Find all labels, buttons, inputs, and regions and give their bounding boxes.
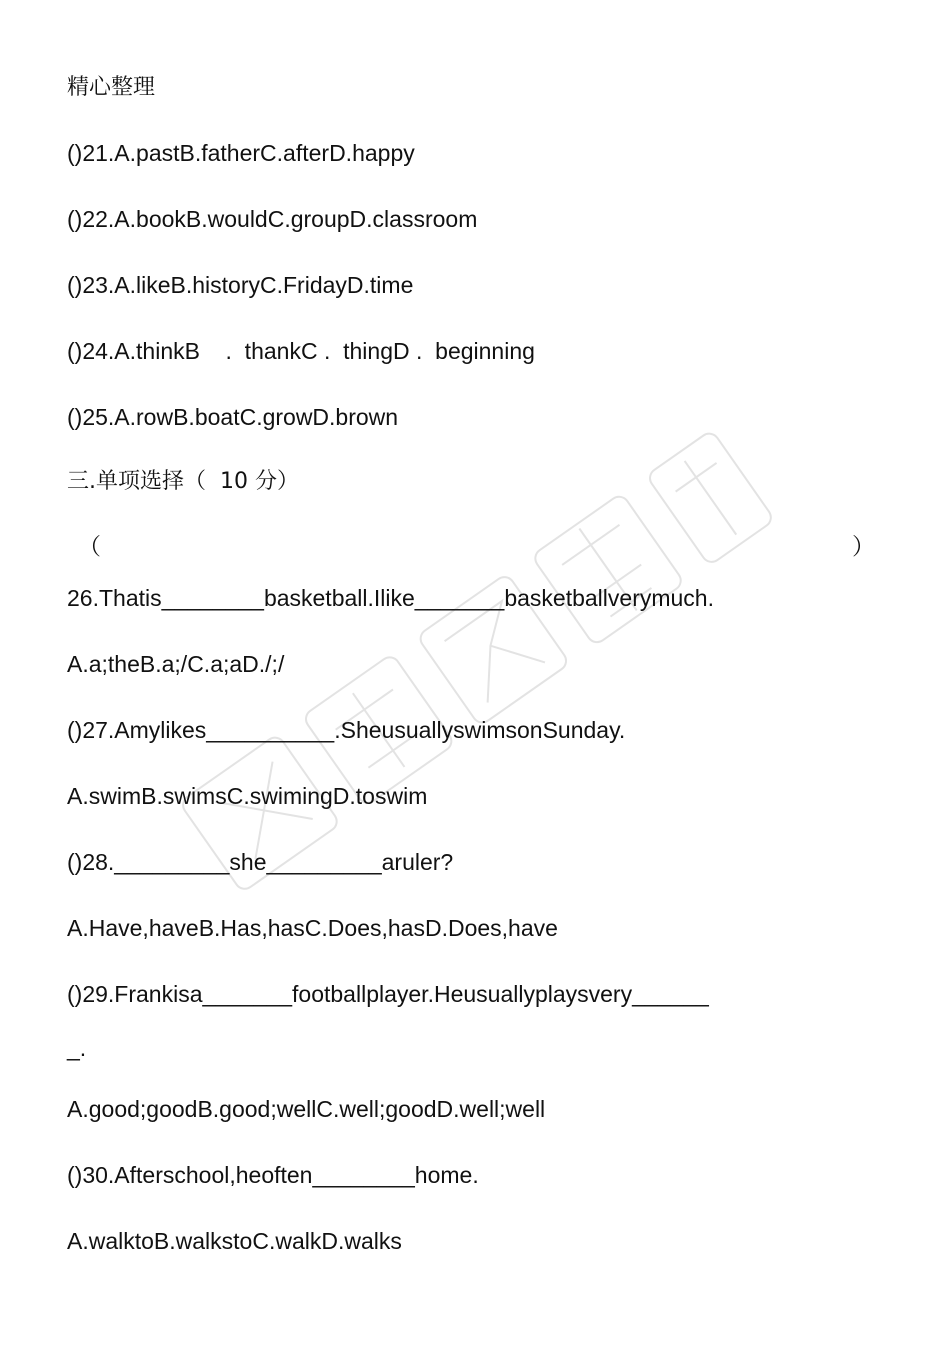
question-line: ()23.A.likeB.historyC.FridayD.time: [67, 272, 414, 298]
answer-options: A.a;theB.a;/C.a;aD./;/: [67, 651, 285, 677]
right-parenthesis: ）: [852, 533, 875, 559]
question-line: ()24.A.thinkB . thankC . thingD . beginning: [67, 338, 535, 364]
page-header: 精心整理: [67, 75, 156, 100]
question-line-continuation: _.: [67, 1035, 87, 1061]
answer-options: A.Have,haveB.Has,hasC.Does,hasD.Does,have: [67, 915, 558, 941]
left-parenthesis: （: [78, 533, 101, 559]
question-line: ()22.A.bookB.wouldC.groupD.classroom: [67, 206, 478, 232]
question-line: ()28._________she_________aruler?: [67, 849, 454, 875]
section-title: 三.单项选择（ 10 分）: [67, 469, 299, 494]
answer-options: A.swimB.swimsC.swimingD.toswim: [67, 783, 428, 809]
answer-options: A.good;goodB.good;wellC.well;goodD.well;well: [67, 1096, 546, 1122]
question-line: ()21.A.pastB.fatherC.afterD.happy: [67, 140, 415, 166]
answer-options: A.walktoB.walkstoC.walkD.walks: [67, 1228, 402, 1254]
question-line: ()25.A.rowB.boatC.growD.brown: [67, 404, 399, 430]
question-line: ()29.Frankisa_______footballplayer.Heusuallyplaysvery______: [67, 981, 709, 1007]
question-line: 26.Thatis________basketball.Ilike_______basketballverymuch.: [67, 585, 714, 611]
question-line: ()27.Amylikes__________.SheusuallyswimsonSunday.: [67, 717, 626, 743]
question-line: ()30.Afterschool,heoften________home.: [67, 1162, 479, 1188]
